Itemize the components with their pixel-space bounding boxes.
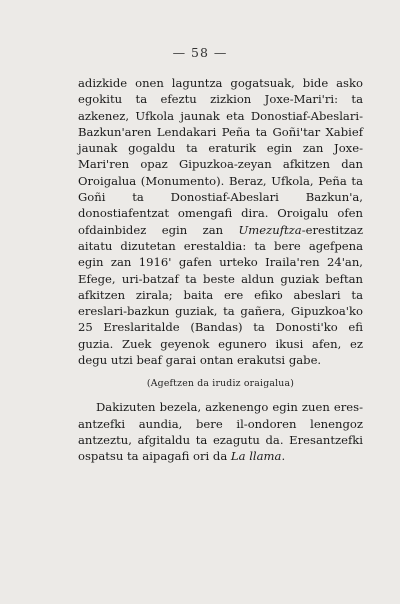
paragraph-2-italic-title: La llama	[230, 449, 282, 464]
paragraph-1-text-b: -erestitzaz aitatu dizutetan erestaldia: ta bere agefpena egin zan 1916' gafen urteko Iraila'ren 24'an, Efege, uri-batzaf ta beste aldun guziak beftan afkitzen zirala; baita ere efiko abeslari ta ereslari-bazkun guziak, ta gañera, Gipuzkoa'ko 25 Ereslaritalde (Bandas) ta Donosti'ko efi guzia. Zuek geyenok egunero ikusi afen, ez degu utzi beaf garai ontan erakutsi gabe.	[78, 222, 363, 368]
paragraph-2	[78, 399, 363, 464]
body-text	[78, 75, 363, 465]
paragraph-1-italic-title: Umezuftza	[238, 222, 302, 237]
figure-caption: (Ageftzen da irudiz oraigalua)	[146, 378, 295, 390]
paragraph-1-text-a: adizkide onen laguntza gogatsuak, bide asko egokitu ta efeztu zizkion Joxe-Mari'ri: ta azkenez, Ufkola jaunak eta Donostiaf-Abeslari-Bazkun'aren Lendakari Peña ta Goñi'tar Xabief jaunak gogaldu ta eraturik egin zan Joxe-Mari'ren opaz Gipuzkoa-zeyan afkitzen dan Oroigalua (Monumento). Beraz, Ufkola, Peña ta Goñi ta Donostiaf-Abeslari Bazkun'a, donostiafentzat omengafi dira. Oroigalu ofen ofdainbidez egin zan	[78, 76, 363, 237]
paragraph-2-text-b: .	[281, 449, 286, 464]
paragraph-2-text-a: Dakizuten bezela, azkenengo egin zuen eres-antzefki aundia, bere il-ondoren lenengoz antzeztu, afgitaldu ta ezagutu da. Eresantzefki ospatsu ta aipagafi ori da	[78, 400, 363, 464]
page-number: — 58 —	[172, 45, 228, 60]
paragraph-1	[78, 75, 363, 368]
